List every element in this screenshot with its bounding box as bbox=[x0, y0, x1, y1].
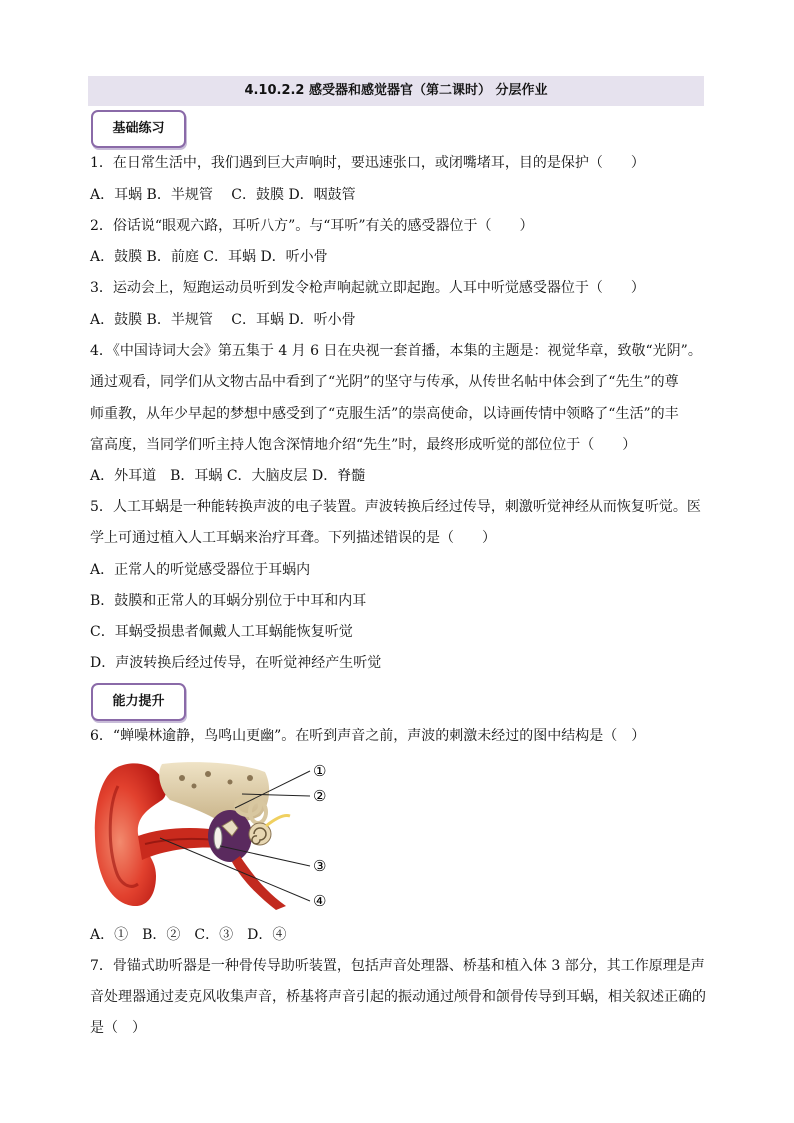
question-7-stem-line3: 是（ ） bbox=[90, 1020, 146, 1036]
question-6-stem: 6．“蝉噪林逾静，鸟鸣山更幽”。在听到声音之前，声波的刺激未经过的图中结构是（ ） bbox=[90, 728, 646, 744]
question-6-options: A．① B．② C．③ D．④ bbox=[90, 927, 287, 943]
section-basic-practice: 基础练习 bbox=[91, 110, 186, 148]
question-4-stem-line4: 富高度，当同学们听主持人饱含深情地介绍“先生”时，最终形成听觉的部位位于（ ） bbox=[90, 437, 637, 453]
question-5-option-d: D．声波转换后经过传导，在听觉神经产生听觉 bbox=[90, 655, 382, 671]
label-1: ① bbox=[313, 762, 327, 780]
section-advanced: 能力提升 bbox=[91, 683, 186, 721]
label-3: ③ bbox=[313, 857, 327, 875]
question-1-stem: 1．在日常生活中，我们遇到巨大声响时，要迅速张口，或闭嘴堵耳，目的是保护（ ） bbox=[90, 155, 645, 171]
ear-canal-shape bbox=[138, 828, 220, 860]
question-3-stem: 3．运动会上，短跑运动员听到发令枪声响起就立即起跑。人耳中听觉感受器位于（ ） bbox=[90, 280, 645, 296]
question-4-stem-line1: 4．《中国诗词大会》第五集于 4 月 6 日在央视一套首播，本集的主题是：视觉华章，致敬“光阴”。 bbox=[90, 343, 702, 359]
auditory-nerve-shape bbox=[266, 815, 290, 826]
question-5-stem-line1: 5．人工耳蜗是一种能转换声波的电子装置。声波转换后经过传导，刺激听觉神经从而恢复听觉。医 bbox=[90, 499, 701, 515]
ear-structure-diagram bbox=[90, 756, 340, 911]
question-7-stem-line1: 7．骨锚式助听器是一种骨传导助听装置，包括声音处理器、桥基和植入体 3 部分，其工作原理是声 bbox=[90, 958, 705, 974]
question-4-stem-line3: 师重教，从年少早起的梦想中感受到了“克服生活”的崇高使命，以诗画传情中领略了“生活”的丰 bbox=[90, 406, 679, 422]
page-title: 4.10.2.2 感受器和感觉器官（第二课时） 分层作业 bbox=[88, 76, 704, 106]
question-4-stem-line2: 通过观看，同学们从文物古品中看到了“光阴”的坚守与传承，从传世名帖中体会到了“先生”的尊 bbox=[90, 374, 679, 390]
question-5-option-c: C．耳蜗受损患者佩戴人工耳蜗能恢复听觉 bbox=[90, 624, 353, 640]
question-1-options: A．耳蜗 B．半规管 C．鼓膜 D．咽鼓管 bbox=[90, 187, 356, 203]
label-4: ④ bbox=[313, 892, 327, 910]
question-5-option-b: B．鼓膜和正常人的耳蜗分别位于中耳和内耳 bbox=[90, 593, 367, 609]
question-3-options: A．鼓膜 B．半规管 C．耳蜗 D．听小骨 bbox=[90, 312, 356, 328]
ear-illustration bbox=[90, 756, 340, 911]
question-5-stem-line2: 学上可通过植入人工耳蜗来治疗耳聋。下列描述错误的是（ ） bbox=[90, 530, 496, 546]
question-5-option-a: A．正常人的听觉感受器位于耳蜗内 bbox=[90, 562, 311, 578]
question-2-options: A．鼓膜 B．前庭 C．耳蜗 D．听小骨 bbox=[90, 249, 328, 265]
question-2-stem: 2．俗话说“眼观六路，耳听八方”。与“耳听”有关的感受器位于（ ） bbox=[90, 218, 534, 234]
question-7-stem-line2: 音处理器通过麦克风收集声音，桥基将声音引起的振动通过颅骨和颌骨传导到耳蜗，相关叙述正确的 bbox=[90, 989, 706, 1005]
eustachian-tube-shape bbox=[232, 856, 286, 910]
question-4-options: A．外耳道 B．耳蜗 C．大脑皮层 D．脊髓 bbox=[90, 468, 366, 484]
label-2: ② bbox=[313, 787, 327, 805]
